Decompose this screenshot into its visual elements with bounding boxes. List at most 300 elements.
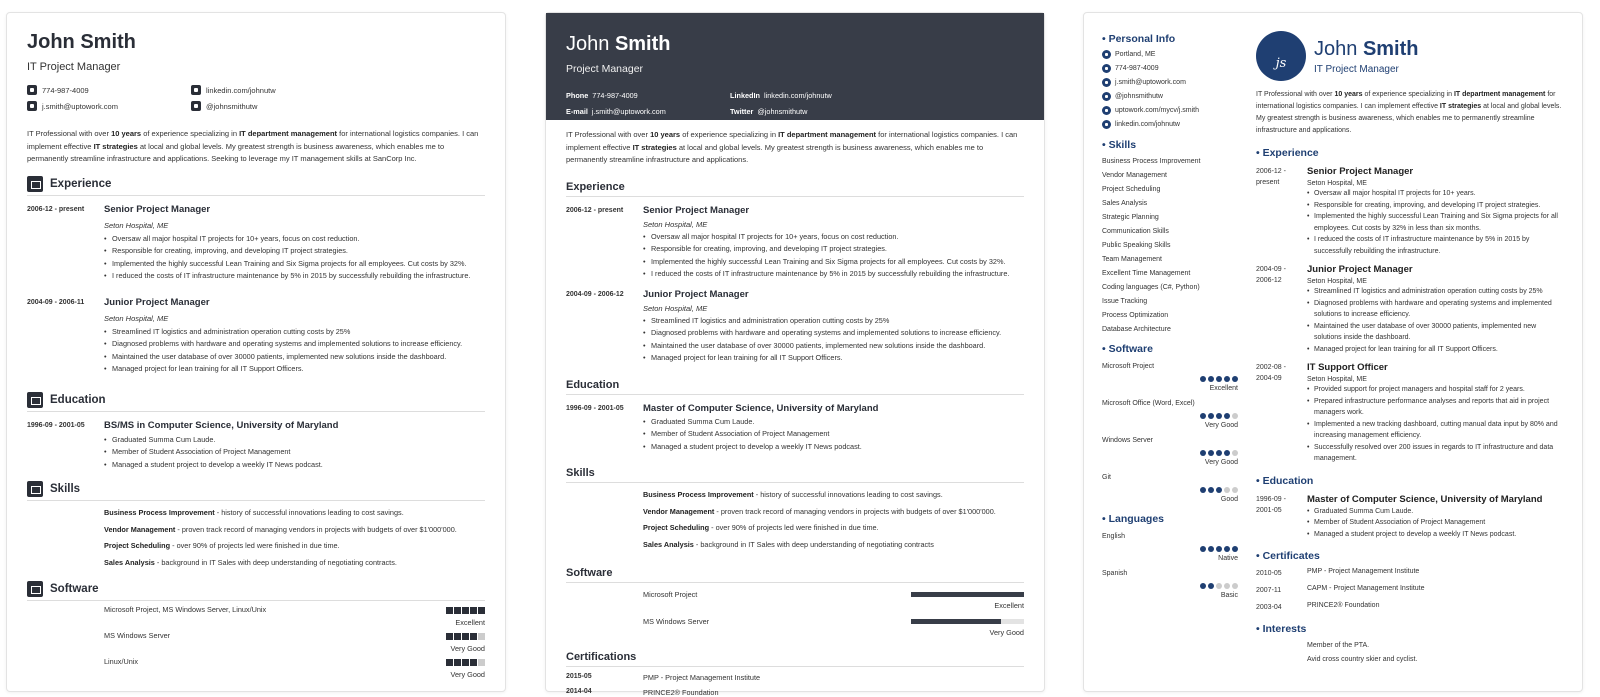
contact-value: @johnsmithutw: [757, 107, 808, 116]
skill-item: Team Management: [1102, 256, 1162, 263]
info-icon: [1102, 50, 1111, 59]
skill-name: Sales Analysis: [643, 539, 694, 549]
contact-phone: 774-987-4009: [27, 85, 191, 95]
software-bar: [911, 590, 1024, 610]
personal-info-list: [1102, 50, 1238, 129]
section-education: • Education: [1256, 475, 1562, 487]
rating-mark: [1216, 376, 1222, 382]
job-title: Junior Project Manager: [104, 296, 210, 308]
job-date: 2004-09 - 2006-11: [27, 298, 85, 306]
rated-name: Microsoft Office (Word, Excel): [1102, 400, 1195, 407]
rated-level: Very Good: [1204, 422, 1238, 429]
software-level: Excellent: [994, 601, 1024, 610]
skill-desc: - background in IT Sales with deep understanding of negotiating contracts.: [154, 557, 397, 567]
bullet-item: • Diagnosed problems with hardware and operating systems and implemented solutions to increase efficiency.: [1307, 298, 1562, 321]
skill-item: Process Optimization: [1102, 312, 1169, 319]
info-text: linkedin.com/johnutw: [1115, 121, 1180, 128]
skill-name: Project Scheduling: [643, 523, 710, 532]
info-text: uptowork.com/mycv/j.smith: [1115, 107, 1200, 114]
section-software: Software: [27, 581, 485, 601]
skill-name: Sales Analysis: [104, 557, 155, 567]
summary: IT Professional with over 10 years of experience specializing in IT department management for international logistics companies. I can implement effective IT strategies at local and global levels. My greatest strength is business awareness, which enables me to permanently streamline infrastructure and applications. Seeking to leverage my IT management skills at SanCorp Inc.: [27, 129, 479, 163]
bullet-item: • Responsible for creating, improving, and developing IT project strategies.: [643, 243, 1024, 256]
contact-item: [730, 91, 930, 100]
job-entry: [27, 204, 485, 283]
software-level: Very Good: [450, 670, 485, 679]
certificate-item: [1256, 602, 1562, 613]
rating: [1102, 450, 1238, 456]
contact-label: E-mail: [566, 107, 588, 116]
contact-value: linkedin.com/johnutw: [764, 91, 832, 100]
rating-mark: [1232, 546, 1238, 552]
info-icon: [1102, 120, 1111, 129]
bullet-item: • Managed a student project to develop a weekly IT News podcast.: [104, 459, 485, 472]
rating-mark: [1200, 583, 1206, 589]
job-company: Seton Hospital, ME: [643, 219, 708, 229]
info-text: Portland, ME: [1115, 51, 1156, 58]
bullet-item: • Responsible for creating, improving, and developing IT project strategies.: [104, 245, 485, 258]
bullet-item: • Oversaw all major hospital IT projects for 10+ years, focus on cost reduction.: [104, 233, 485, 246]
software-name: MS Windows Server: [104, 631, 171, 640]
contact-label: Phone: [566, 91, 589, 100]
skill-desc: - history of successful innovations leading to cost savings.: [214, 508, 404, 517]
resume-header: [546, 13, 1044, 120]
cert-name: PMP - Project Management Institute: [1307, 568, 1420, 575]
info-icon: [1102, 106, 1111, 115]
job-title: Senior Project Manager: [643, 204, 750, 216]
bullet-item: • Managed project for lean training for all IT Support Officers.: [1307, 344, 1562, 356]
education-entry: 1996-09 - 2001-05 Master of Computer Science, University of Maryland • Graduated Summa Cum Laude. • Member of Student Association of Project Management • Managed a student project to develop a weekly IT News podcast.: [1256, 494, 1562, 541]
contact-list: [566, 91, 1024, 116]
bullet-item: • I reduced the costs of IT infrastructure maintenance by 5% in 2015 by successfully rebuilding the infrastructure.: [1307, 234, 1562, 257]
skill-desc: - background in IT Sales with deep understanding of negotiating contracts: [693, 539, 934, 549]
bullet-item: • Oversaw all major hospital IT projects for 10+ years, focus on cost reduction.: [643, 231, 1024, 244]
bar-fill: [911, 592, 1024, 597]
twitter-icon: [191, 101, 201, 111]
info-icon: [1102, 64, 1111, 73]
cert-date: 2007-11: [1256, 587, 1282, 594]
rating-mark: [454, 659, 461, 666]
cert-name: PRINCE2® Foundation: [1307, 602, 1380, 609]
software-list: [566, 590, 1024, 637]
bullet-item: • I reduced the costs of IT infrastructure maintenance by 5% in 2015 by successfully rebuilding the infrastructure.: [643, 268, 1024, 281]
section-skills: • Skills: [1102, 139, 1238, 151]
software-name: MS Windows Server: [643, 617, 710, 626]
bullet-item: • Graduated Summa Cum Laude.: [104, 434, 485, 447]
section-software: Software: [566, 567, 1024, 583]
job-company: Seton Hospital, ME: [643, 303, 708, 313]
bullet-item: • Implemented a new tracking dashboard, cutting manual data input by 80% and increasing management efficiency.: [1307, 419, 1562, 442]
bullet-item: • Implemented the highly successful Lean Training and Six Sigma projects for all employees. Cut costs by 32%.: [643, 256, 1024, 269]
skill-item: Communication Skills: [1102, 228, 1169, 235]
section-skills: Skills: [566, 467, 1024, 483]
rating: [446, 659, 485, 666]
rating-mark: [462, 607, 469, 614]
bullet-item: • Managed project for lean training for all IT Support Officers.: [643, 352, 1024, 365]
software-item: [104, 631, 485, 653]
rating-mark: [1232, 450, 1238, 456]
rating-mark: [1224, 450, 1230, 456]
job-title: Senior Project Manager: [1307, 166, 1414, 177]
bullet-item: • Implemented the highly successful Lean Training and Six Sigma projects for all employees. Cut costs by 32% in less than six months.: [1307, 211, 1562, 234]
bar-track: [911, 619, 1024, 624]
skill-name: Vendor Management: [643, 506, 715, 516]
bullet-item: • Managed a student project to develop a weekly IT News podcast.: [643, 441, 1024, 454]
section-skills: Skills: [27, 481, 485, 501]
rating: [446, 633, 485, 640]
skill-name: Vendor Management: [104, 524, 176, 534]
rating-mark: [1208, 450, 1214, 456]
skill-item: [643, 487, 1024, 504]
bullet-item: • Graduated Summa Cum Laude.: [1307, 506, 1562, 518]
education-entry: 1996-09 - 2001-05 BS/MS in Computer Science, University of Maryland • Graduated Summa Cum Laude. • Member of Student Association of Project Management • Managed a student project to develop a weekly IT News podcast.: [27, 420, 485, 472]
contact-label: LinkedIn: [730, 91, 760, 100]
interest-item: Member of the PTA.: [1307, 642, 1370, 649]
rating: [446, 607, 485, 614]
rating-mark: [1232, 487, 1238, 493]
job-entry: [1256, 362, 1562, 465]
info-text: @johnsmithutw: [1115, 93, 1163, 100]
section-experience: Experience: [566, 181, 1024, 197]
info-item: [1102, 92, 1238, 101]
bullet-item: • Maintained the user database of over 30000 patients, implemented new solutions inside the dashboard.: [1307, 321, 1562, 344]
bullet-list: [1307, 384, 1562, 465]
certification-item: [566, 688, 1024, 697]
software-item: [643, 617, 1024, 637]
email-icon: [27, 101, 37, 111]
software-level: Excellent: [455, 618, 485, 627]
skill-desc: - over 90% of projects led were finished in due time.: [709, 523, 879, 532]
resume-name: John Smith: [1314, 37, 1419, 60]
rated-level: Very Good: [1204, 459, 1238, 466]
skill-item: [643, 520, 1024, 537]
bullet-item: • Member of Student Association of Project Management: [643, 428, 1024, 441]
languages-list: [1102, 533, 1238, 599]
bar-fill: [911, 619, 1001, 624]
section-certificates: • Certificates: [1256, 550, 1562, 562]
bar-track: [911, 592, 1024, 597]
contact-item: [730, 107, 930, 116]
skill-item: Vendor Management: [1102, 172, 1167, 179]
rating: [1102, 487, 1238, 493]
info-text: j.smith@uptowork.com: [1115, 79, 1186, 86]
contact-label: Twitter: [730, 107, 754, 116]
section-interests: • Interests: [1256, 623, 1562, 635]
skills-list: [1102, 158, 1238, 333]
bullet-item: • Member of Student Association of Project Management: [104, 446, 485, 459]
rating-mark: [470, 659, 477, 666]
bullet-item: • Streamlined IT logistics and administration operation cutting costs by 25%: [643, 315, 1024, 328]
rating-mark: [1200, 376, 1206, 382]
section-software: • Software: [1102, 343, 1238, 355]
summary: IT Professional with over 10 years of experience specializing in IT department management for international logistics companies. I can implement effective IT strategies at local and global levels. My greatest strength is business awareness, which enables me to permanently streamline infrastructure and applications.: [566, 130, 1018, 164]
resume-name: John Smith: [566, 33, 671, 55]
rated-name: English: [1102, 533, 1125, 540]
sidebar: [1102, 31, 1238, 599]
rating-mark: [446, 633, 453, 640]
job-date: 2006-12 - present: [27, 205, 85, 213]
cert-date: 2003-04: [1256, 604, 1282, 611]
monitor-icon: [27, 581, 43, 597]
info-item: [1102, 64, 1238, 73]
rating-mark: [1216, 487, 1222, 493]
job-title: IT Support Officer: [1307, 362, 1388, 373]
info-icon: [1102, 78, 1111, 87]
certificates-list: [1256, 568, 1562, 613]
skill-item: Sales Analysis: [1102, 200, 1148, 207]
rated-name: Microsoft Project: [1102, 363, 1155, 370]
rating-mark: [478, 607, 485, 614]
bullet-item: • Maintained the user database of over 30000 patients, implemented new solutions inside the dashboard.: [643, 340, 1024, 353]
rating-mark: [446, 607, 453, 614]
skills-list: [27, 505, 485, 571]
job-company: Seton Hospital, ME: [1307, 278, 1367, 285]
experience-list: [27, 204, 485, 376]
skill-item: [104, 505, 485, 522]
rated-name: Spanish: [1102, 570, 1128, 577]
rating-mark: [1208, 546, 1214, 552]
rating-mark: [1224, 583, 1230, 589]
bullet-item: • Diagnosed problems with hardware and operating systems and implemented solutions to increase efficiency.: [643, 327, 1024, 340]
contact-list: [27, 85, 485, 111]
resume-role: Project Manager: [566, 63, 644, 75]
bullet-item: • Managed project for lean training for all IT Support Officers.: [104, 363, 485, 376]
rating-mark: [454, 633, 461, 640]
job-date: 2006-12 - present: [566, 206, 624, 214]
bullet-item: • Successfully resolved over 200 issues in regards to IT infrastructure and data management.: [1307, 442, 1562, 465]
skill-item: [643, 537, 1024, 554]
rating-mark: [1200, 487, 1206, 493]
bullet-list: [104, 326, 485, 376]
rating-mark: [470, 607, 477, 614]
skill-desc: - history of successful innovations leading to cost savings.: [753, 490, 943, 499]
rated-level: Basic: [1220, 592, 1238, 599]
skill-item: Public Speaking Skills: [1102, 242, 1171, 249]
info-item: [1102, 106, 1238, 115]
software-item: [104, 657, 485, 679]
contact-value: j.smith@uptowork.com: [591, 107, 666, 116]
job-company: Seton Hospital, ME: [1307, 180, 1367, 187]
skill-name: Project Scheduling: [104, 541, 171, 550]
education-bullets: [104, 434, 485, 472]
skill-item: Project Scheduling: [1102, 186, 1161, 193]
rating: [1102, 376, 1238, 382]
resume-name: John Smith: [27, 31, 136, 53]
contact-value: 774-987-4009: [592, 91, 638, 100]
bullet-item: • Provided support for project managers and hospital staff for 2 years.: [1307, 384, 1562, 396]
bullet-item: • Oversaw all major hospital IT projects for 10+ years.: [1307, 188, 1562, 200]
job-title: Senior Project Manager: [104, 203, 211, 215]
skill-item: Strategic Planning: [1102, 214, 1159, 221]
software-list: [27, 605, 485, 679]
rating-mark: [1208, 376, 1214, 382]
contact-item: [566, 107, 730, 116]
resume-template-1[interactable]: [6, 12, 506, 692]
contact-email: j.smith@uptowork.com: [27, 101, 191, 111]
cert-date: 2010-05: [1256, 570, 1282, 577]
bullet-list: [1307, 188, 1562, 257]
rating-mark: [1232, 583, 1238, 589]
rating-mark: [1200, 546, 1206, 552]
rating-mark: [1200, 413, 1206, 419]
skill-item: Business Process Improvement: [1102, 158, 1201, 165]
software-item: [104, 605, 485, 627]
rating-mark: [1224, 413, 1230, 419]
info-icon: [1102, 92, 1111, 101]
avatar: js: [1256, 31, 1306, 81]
rated-item: [1102, 363, 1238, 392]
job-company: Seton Hospital, ME: [1307, 376, 1367, 383]
info-item: [1102, 120, 1238, 129]
rated-level: Native: [1218, 555, 1238, 562]
skill-item: Excellent Time Management: [1102, 270, 1191, 277]
certificate-item: [1256, 568, 1562, 579]
cert-date: 2014-04: [566, 688, 592, 695]
bullet-item: • Prepared infrastructure performance analyses and reports that aid in project managers work.: [1307, 396, 1562, 419]
software-name: Microsoft Project: [643, 590, 698, 599]
section-experience: • Experience: [1256, 147, 1562, 159]
skill-item: [104, 555, 485, 572]
education-bullets: [1307, 506, 1562, 541]
contact-item: [566, 91, 730, 100]
rating-mark: [1208, 413, 1214, 419]
education-bullets: [643, 416, 1024, 454]
skill-name: Business Process Improvement: [104, 508, 215, 517]
rating-mark: [478, 633, 485, 640]
job-date: 2006-12 - present: [1256, 168, 1286, 186]
bullet-item: • Streamlined IT logistics and administration operation cutting costs by 25%: [104, 326, 485, 339]
job-date: 2002-08 - 2004-09: [1256, 364, 1286, 382]
rated-level: Good: [1220, 496, 1238, 503]
rating-mark: [478, 659, 485, 666]
resume-template-2[interactable]: [545, 12, 1045, 697]
linkedin-icon: [191, 85, 201, 95]
rating-mark: [1208, 583, 1214, 589]
software-item: [643, 590, 1024, 610]
resume-role: IT Project Manager: [27, 61, 121, 73]
skills-list: [566, 487, 1024, 553]
experience-list: [566, 205, 1024, 365]
job-entry: [1256, 264, 1562, 355]
bullet-list: [643, 315, 1024, 365]
job-entry: [566, 289, 1024, 365]
bullet-item: • I reduced the costs of IT infrastructure maintenance by 5% in 2015 by successfully rebuilding the infrastructure.: [104, 270, 485, 283]
rating-mark: [1216, 413, 1222, 419]
contact-twitter: @johnsmithutw: [191, 101, 391, 111]
cert-name: CAPM - Project Management Institute: [1307, 585, 1425, 592]
certification-item: [566, 673, 1024, 682]
resume-role: IT Project Manager: [1314, 63, 1399, 75]
skill-item: Coding languages (C#, Python): [1102, 284, 1200, 291]
rating: [1102, 546, 1238, 552]
section-certifications: Certifications: [566, 651, 1024, 667]
rated-level: Excellent: [1209, 385, 1238, 392]
job-title: Junior Project Manager: [643, 288, 749, 300]
rating: [1102, 413, 1238, 419]
certifications-list: [566, 673, 1024, 697]
bullet-list: [1307, 286, 1562, 355]
job-entry: [566, 205, 1024, 281]
rating-mark: [1224, 376, 1230, 382]
bullet-item: • Member of Student Association of Project Management: [1307, 517, 1562, 529]
info-item: [1102, 50, 1238, 59]
rating-mark: [1208, 487, 1214, 493]
rated-name: Windows Server: [1102, 437, 1153, 444]
skill-desc: - over 90% of projects led were finished in due time.: [170, 541, 340, 550]
info-text: 774-987-4009: [1115, 65, 1159, 72]
job-date: 2004-09 - 2006-12: [566, 290, 624, 298]
skill-name: Business Process Improvement: [643, 490, 754, 499]
section-personal-info: • Personal Info: [1102, 33, 1238, 45]
rating-mark: [1232, 376, 1238, 382]
software-level: Very Good: [450, 644, 485, 653]
section-experience: Experience: [27, 176, 485, 196]
bullet-list: [643, 231, 1024, 281]
rating-mark: [1216, 546, 1222, 552]
rated-name: Git: [1102, 474, 1111, 481]
rated-item: [1102, 400, 1238, 429]
job-company: Seton Hospital, ME: [104, 220, 169, 230]
rated-item: [1102, 533, 1238, 562]
rating-mark: [462, 633, 469, 640]
bullet-item: • Implemented the highly successful Lean Training and Six Sigma projects for all employees. Cut costs by 32%.: [104, 258, 485, 271]
section-languages: • Languages: [1102, 513, 1238, 525]
cert-name: PRINCE2® Foundation: [643, 688, 719, 697]
experience-list: [1256, 166, 1562, 465]
rating-mark: [1200, 450, 1206, 456]
rating-mark: [1216, 450, 1222, 456]
rating-mark: [1224, 487, 1230, 493]
bullet-list: [104, 233, 485, 283]
info-item: [1102, 78, 1238, 87]
resume-template-3[interactable]: [1083, 12, 1583, 692]
software-bar: [911, 617, 1024, 637]
skill-item: [104, 538, 485, 555]
job-date: 2004-09 - 2006-12: [1256, 266, 1286, 284]
certificate-item: [1256, 585, 1562, 596]
cert-name: PMP - Project Management Institute: [643, 673, 761, 682]
bullet-item: • Managed a student project to develop a weekly IT News podcast.: [1307, 529, 1562, 541]
bullet-item: • Graduated Summa Cum Laude.: [643, 416, 1024, 429]
rating-mark: [1232, 413, 1238, 419]
bullet-item: • Diagnosed problems with hardware and operating systems and implemented solutions to increase efficiency.: [104, 338, 485, 351]
job-entry: [1256, 166, 1562, 257]
rated-item: [1102, 474, 1238, 503]
rating-mark: [462, 659, 469, 666]
rating-mark: [1224, 546, 1230, 552]
rated-item: [1102, 437, 1238, 466]
interests-list: [1256, 642, 1562, 663]
rating-mark: [446, 659, 453, 666]
job-entry: [27, 297, 485, 376]
phone-icon: [27, 85, 37, 95]
job-company: Seton Hospital, ME: [104, 313, 169, 323]
rating-mark: [470, 633, 477, 640]
section-education: Education: [27, 392, 485, 412]
skill-item: Database Architecture: [1102, 326, 1171, 333]
summary: IT Professional with over 10 years of experience specializing in IT department management for international logistics companies. I can implement effective IT strategies at local and global levels. My greatest strength is business awareness, which enables me to permanently streamline infrastructure and applications.: [1256, 91, 1562, 134]
section-education: Education: [566, 379, 1024, 395]
briefcase-icon: [27, 176, 43, 192]
contact-linkedin: linkedin.com/johnutw: [191, 85, 391, 95]
rating-mark: [454, 607, 461, 614]
rated-item: [1102, 570, 1238, 599]
skill-desc: - proven track record of managing vendors in projects with budgets of over $1'000'000.: [714, 506, 996, 516]
software-level: Very Good: [989, 628, 1024, 637]
tag-icon: [27, 481, 43, 497]
education-entry: 1996-09 - 2001-05 Master of Computer Science, University of Maryland • Graduated Summa Cum Laude. • Member of Student Association of Project Management • Managed a student project to develop a weekly IT News podcast.: [566, 403, 1024, 454]
software-name: Linux/Unix: [104, 657, 139, 666]
